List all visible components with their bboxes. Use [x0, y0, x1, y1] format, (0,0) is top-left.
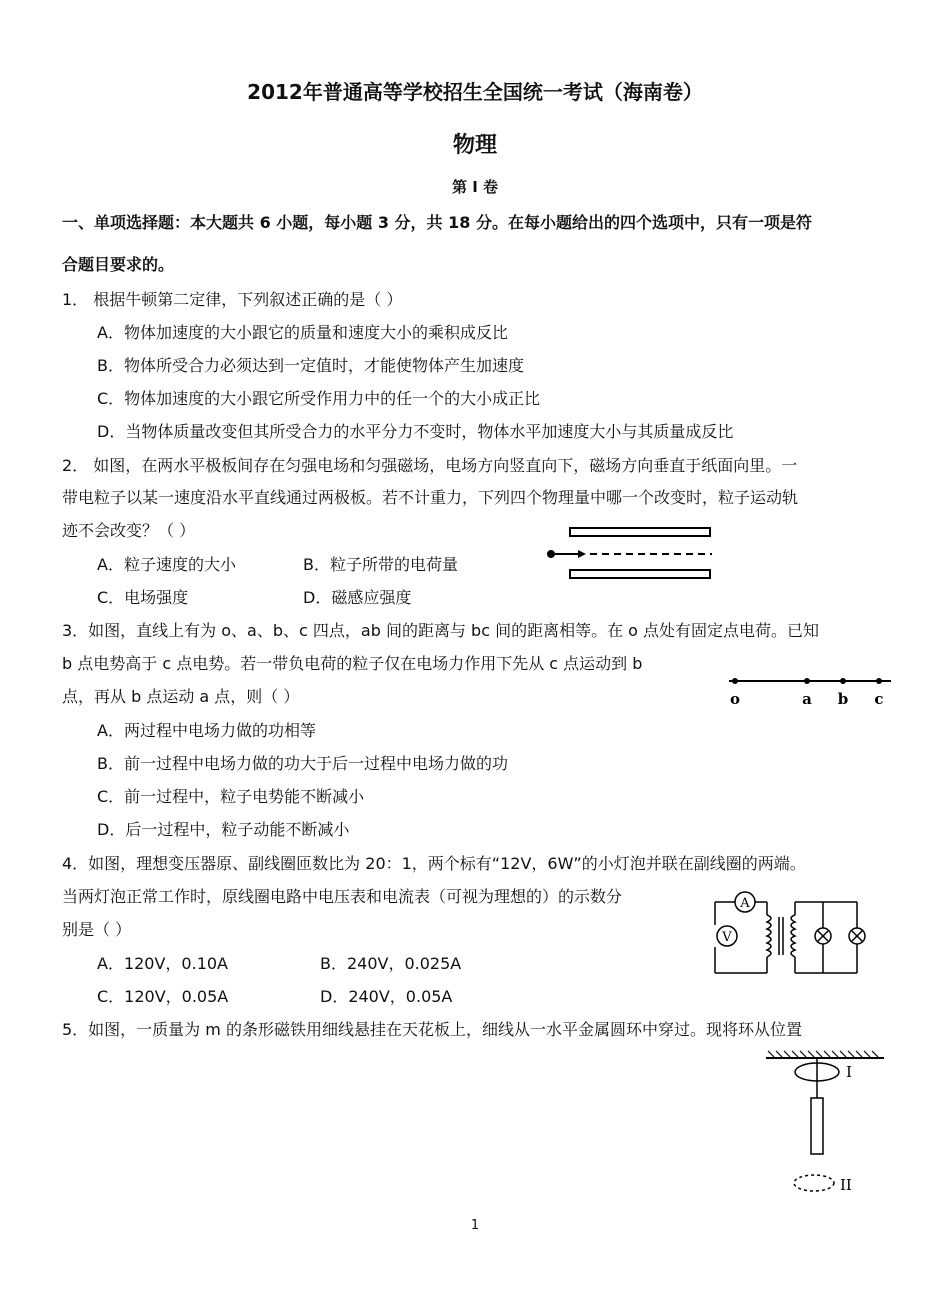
exam-title: 2012年普通高等学校招生全国统一考试（海南卷） [247, 80, 703, 104]
volume-label: 第 I 卷 [451, 178, 499, 196]
q4-option-a: A．120V，0.10A [97, 954, 229, 973]
q3-option-c: C．前一过程中，粒子电势能不断减小 [97, 787, 365, 806]
label-a: a [802, 690, 812, 708]
q2-option-a: A．粒子速度的大小 [97, 555, 236, 574]
position-label-1: I [846, 1063, 852, 1081]
q1-option-c: C．物体加速度的大小跟它所受作用力中的任一个的大小成正比 [97, 389, 541, 408]
point-a [804, 678, 810, 684]
q3-option-a: A．两过程中电场力做的功相等 [97, 721, 316, 740]
q3-line-figure [725, 668, 895, 712]
bar-magnet [811, 1098, 823, 1154]
q4-transformer-figure [705, 885, 865, 980]
q4-line1: 4．如图，理想变压器原、副线圈匝数比为 20：1，两个标有“12V，6W”的小灯泡并联在副线圈的两端。 [62, 854, 806, 873]
position-label-2: II [840, 1176, 852, 1194]
subject-title: 物理 [452, 133, 497, 158]
q2-option-c: C．电场强度 [97, 588, 189, 607]
q3-option-d: D．后一过程中，粒子动能不断减小 [97, 820, 350, 839]
q5-line1: 5．如图，一质量为 m 的条形磁铁用细线悬挂在天花板上，细线从一水平金属圆环中穿过。现将环从位置 [62, 1020, 802, 1039]
voltmeter-label: V [722, 930, 732, 945]
q2-line3: 迹不会改变？（ ） [62, 521, 196, 540]
label-c: c [874, 690, 884, 708]
q1-option-d: D．当物体质量改变但其所受合力的水平分力不变时，物体水平加速度大小与其质量成反比 [97, 422, 734, 441]
label-o: o [729, 690, 741, 708]
ring-position-2 [794, 1175, 834, 1191]
q2-line1: 2． 如图，在两水平极板间存在匀强电场和匀强磁场，电场方向竖直向下，磁场方向垂直于纸面向里。一 [62, 456, 798, 475]
lamp-2-icon [849, 928, 865, 944]
q3-line1: 3．如图，直线上有为 o、a、b、c 四点，ab 间的距离与 bc 间的距离相等。在 o 点处有固定点电荷。已知 [62, 621, 820, 640]
q3-line2: b 点电势高于 c 点电势。若一带负电荷的粒子仅在电场力作用下先从 c 点运动到 b [62, 654, 643, 673]
velocity-arrow [578, 550, 586, 558]
point-o [732, 678, 738, 684]
section-heading-line2: 合题目要求的。 [62, 255, 175, 274]
secondary-coil [791, 915, 795, 957]
q2-plates-figure [540, 522, 720, 584]
q2-line2: 带电粒子以某一速度沿水平直线通过两极板。若不计重力，下列四个物理量中哪一个改变时，粒子运动轨 [62, 488, 799, 507]
point-b [840, 678, 846, 684]
q4-option-d: D．240V，0.05A [320, 987, 453, 1006]
page-number: 1 [470, 1218, 480, 1233]
q4-line2: 当两灯泡正常工作时，原线圈电路中电压表和电流表（可视为理想的）的示数分 [62, 887, 623, 906]
q4-option-c: C．120V，0.05A [97, 987, 229, 1006]
lamp-1-icon [815, 928, 831, 944]
primary-coil [767, 915, 771, 957]
q4-option-b: B．240V，0.025A [320, 954, 462, 973]
label-b: b [837, 690, 849, 708]
point-c [876, 678, 882, 684]
q3-option-b: B．前一过程中电场力做的功大于后一过程中电场力做的功 [97, 754, 508, 773]
section-heading-line1: 一、单项选择题：本大题共 6 小题，每小题 3 分，共 18 分。在每小题给出的四个选项中，只有一项是符 [62, 213, 812, 232]
q4-line3: 别是（ ） [62, 920, 132, 939]
lower-plate [570, 570, 710, 578]
upper-plate [570, 528, 710, 536]
q2-option-b: B．粒子所带的电荷量 [303, 555, 458, 574]
ammeter-label: A [740, 896, 750, 911]
q1-option-a: A．物体加速度的大小跟它的质量和速度大小的乘积成反比 [97, 323, 508, 342]
q2-option-d: D．磁感应强度 [303, 588, 412, 607]
q3-line3: 点，再从 b 点运动 a 点，则（ ） [62, 687, 300, 706]
q1-option-b: B．物体所受合力必须达到一定值时，才能使物体产生加速度 [97, 356, 524, 375]
q1-stem: 1． 根据牛顿第二定律，下列叙述正确的是（ ） [62, 290, 403, 309]
q5-magnet-figure [760, 1048, 890, 1200]
particle [547, 550, 555, 558]
